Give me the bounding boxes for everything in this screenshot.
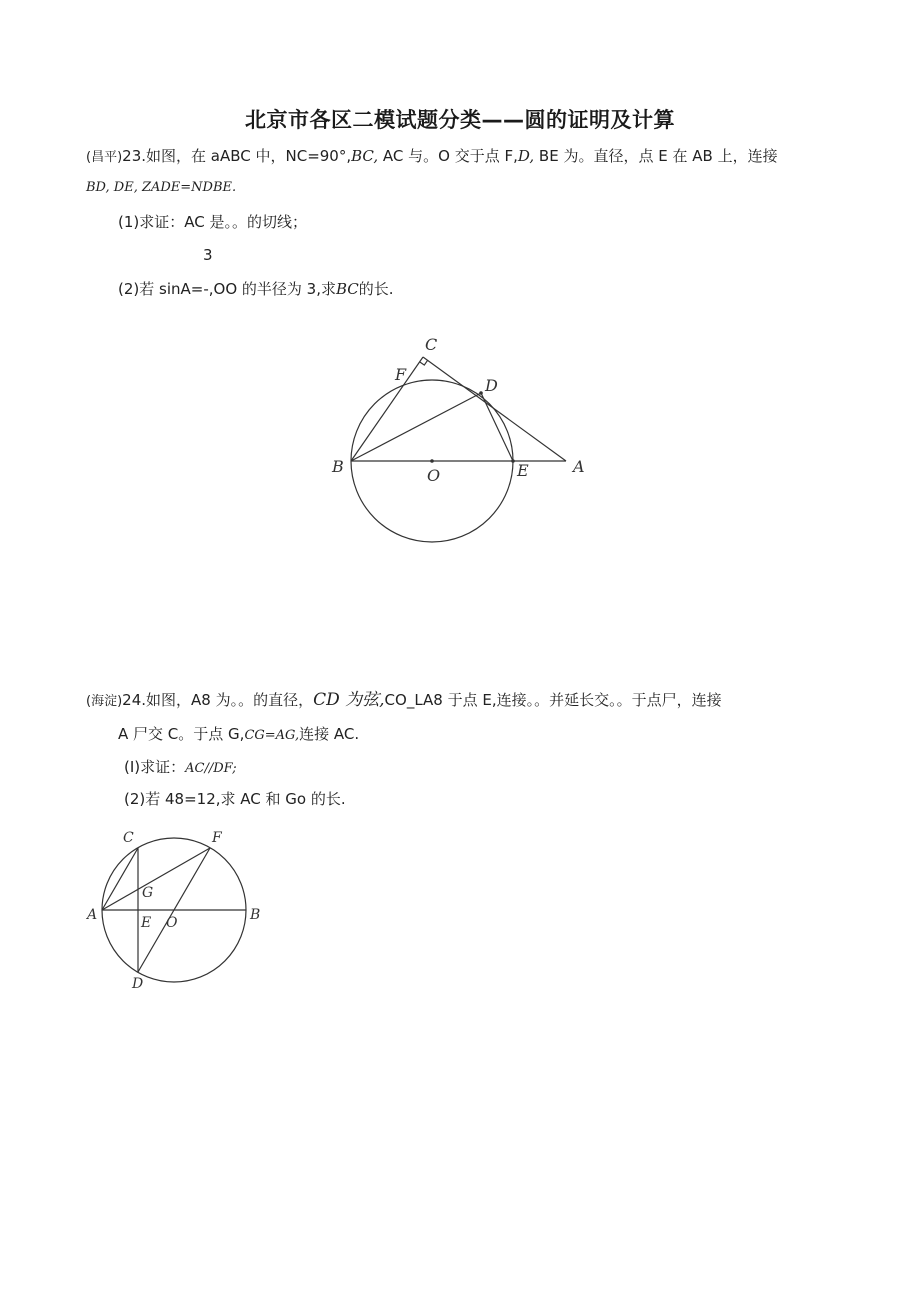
problem-24-part-2: (2)若 48=12,求 AC 和 Go 的长.: [124, 790, 346, 808]
problem-23-part-2-c: 的长.: [358, 280, 394, 298]
label-o-24: O: [166, 915, 178, 931]
label-f-24: F: [212, 830, 222, 846]
problem-24-text-a: 24.如图，A8 为。。的直径，: [122, 691, 314, 709]
segment-bd: [351, 393, 481, 461]
problem-23-text-a: 23.如图，在 aABC 中，NC=90°,: [122, 147, 352, 165]
problem-24-line-1: [86, 690, 722, 712]
problem-24-text-b: CD 为弦,: [313, 690, 385, 710]
problem-24-line-2-c: 连接 AC.: [299, 725, 360, 743]
label-e-24: E: [141, 915, 152, 931]
label-o-23: O: [427, 466, 441, 485]
label-c-23: C: [425, 335, 438, 354]
label-c-24: C: [123, 830, 134, 846]
segment-de: [481, 393, 513, 461]
label-e-23: E: [517, 461, 529, 480]
problem-23-fraction-numerator: 3: [203, 246, 213, 264]
problem-23-text-b: BC,: [351, 147, 379, 165]
segment-ca: [423, 357, 566, 461]
problem-23-part-2-a: (2)若 sinA=-,OO 的半径为 3,求: [118, 280, 336, 298]
problem-24-part-1-a: (I)求证：: [124, 758, 186, 776]
label-b-24: B: [250, 907, 261, 923]
problem-24-line-2: [118, 724, 359, 746]
problem-24-source: (海淀): [86, 694, 123, 709]
point-e-23: [511, 459, 515, 463]
problem-23-text-c: AC 与。O 交于点 F,: [378, 147, 518, 165]
problem-23-line-2: BD, DE, ZADE=NDBE.: [86, 180, 237, 195]
problem-23-text-e: BE 为。直径，点 E 在 AB 上，连接: [534, 147, 778, 165]
label-f-23: F: [395, 365, 407, 384]
label-a-23: A: [573, 457, 585, 476]
point-d: [479, 391, 483, 395]
label-d-23: D: [485, 376, 498, 395]
problem-23-part-1: (1)求证：AC 是。。的切线；: [118, 213, 307, 231]
label-d-24: D: [132, 976, 144, 992]
label-a-24: A: [87, 907, 98, 923]
label-g-24: G: [142, 885, 154, 901]
problem-23-source: (昌平): [86, 150, 123, 165]
problem-24-line-2-a: A 尸交 C。于点 G,: [118, 725, 245, 743]
center-point-o-23: [430, 459, 434, 463]
problem-24-part-1: [124, 757, 237, 779]
problem-23-part-2-b: BC: [335, 280, 359, 298]
problem-23-text-d: D,: [517, 147, 535, 165]
label-b-23: B: [332, 457, 344, 476]
segment-bc: [351, 357, 423, 461]
problem-24-text-c: CO_LA8 于点 E,连接。。并延长交。。于点尸，连接: [384, 691, 722, 709]
problem-24-line-2-b: CG=AG,: [244, 728, 300, 743]
problem-24-part-1-b: AC//DF;: [185, 761, 237, 776]
page-title: 北京市各区二模试题分类——圆的证明及计算: [245, 108, 675, 132]
